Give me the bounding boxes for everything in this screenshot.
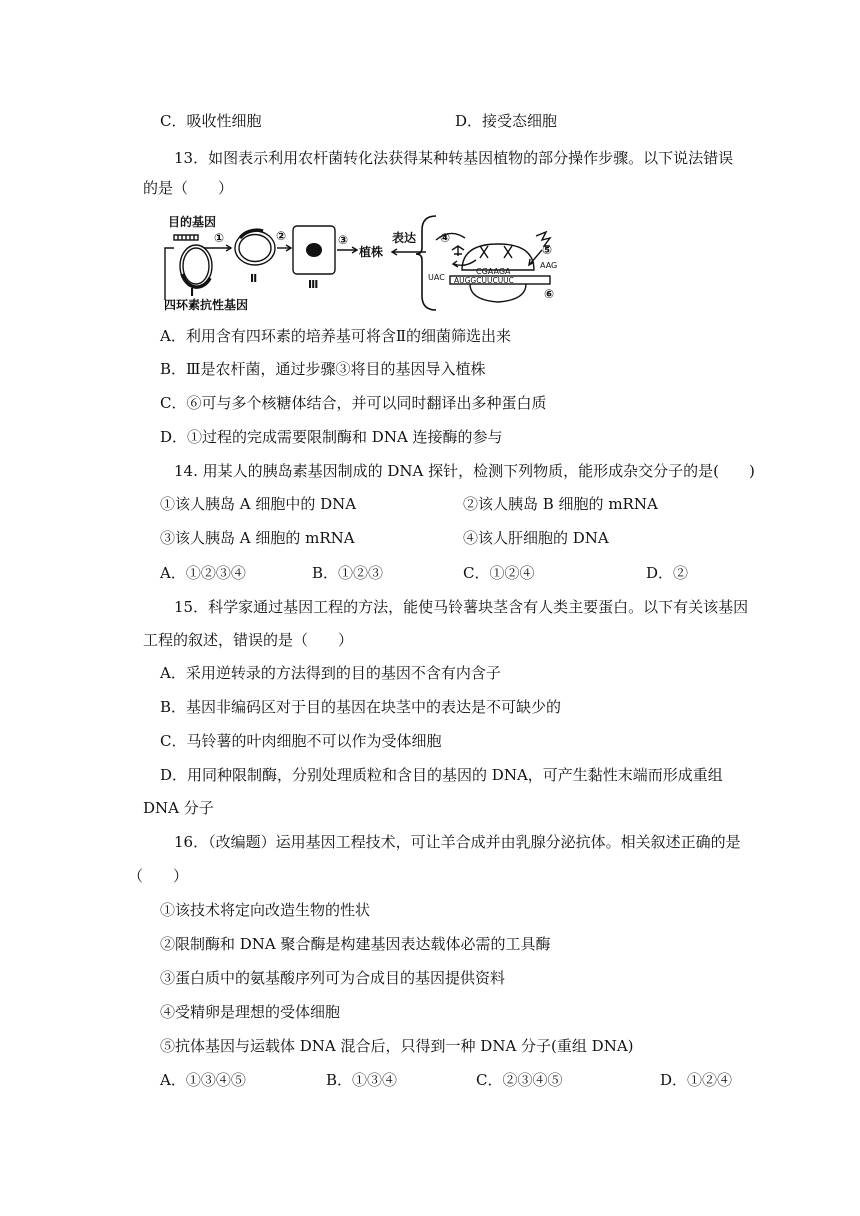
inserted-gene xyxy=(240,230,263,238)
label-plasmid-i: Ⅰ xyxy=(190,286,195,299)
q16-item2: ②限制酶和 DNA 聚合酶是构建基因表达载体必需的工具酶 xyxy=(160,935,551,953)
trna-leaving xyxy=(452,246,464,256)
label-step6: ⑥ xyxy=(544,287,555,301)
q16-item5: ⑤抗体基因与运载体 DNA 混合后，只得到一种 DNA 分子(重组 DNA) xyxy=(160,1037,634,1055)
q15-stem-line2: 工程的叙述，错误的是（ ） xyxy=(143,631,354,649)
q15-option-c: C．马铃薯的叶肉细胞不可以作为受体细胞 xyxy=(160,732,442,750)
q15-option-b: B．基因非编码区对于目的基因在块茎中的表达是不可缺少的 xyxy=(160,698,562,716)
ribosome-small xyxy=(470,284,526,302)
q16-option-a: A．①③④⑤ xyxy=(160,1071,246,1089)
label-mrna-seq: AUGGCUUCUUC xyxy=(454,276,514,285)
q15-option-d-line1: D．用同种限制酶，分别处理质粒和含目的基因的 DNA，可产生黏性末端而形成重组 xyxy=(160,766,723,784)
q16-stem-line1: 16．（改编题）运用基因工程技术，可让羊合成并由乳腺分泌抗体。相关叙述正确的是 xyxy=(174,833,741,851)
q12-option-d: D．接受态细胞 xyxy=(455,112,558,130)
q15-option-a: A．采用逆转录的方法得到的目的基因不含有内含子 xyxy=(160,664,501,682)
label-step4: ④ xyxy=(440,231,451,245)
q13-option-c: C．⑥可与多个核糖体结合，并可以同时翻译出多种蛋白质 xyxy=(160,394,547,412)
q16-item4: ④受精卵是理想的受体细胞 xyxy=(160,1003,341,1021)
label-target-gene: 目的基因 xyxy=(168,215,217,229)
q12-option-c: C．吸收性细胞 xyxy=(160,112,262,130)
q13-stem-line2: 的是（ ） xyxy=(143,179,234,197)
label-trna-seq: CGAAGA xyxy=(476,267,511,276)
q16-item3: ③蛋白质中的氨基酸序列可为合成目的基因提供资料 xyxy=(160,969,506,987)
tet-gene-segment xyxy=(182,274,210,287)
q14-item2: ②该人胰岛 B 细胞的 mRNA xyxy=(463,495,658,513)
label-anticodon-aag: AAG xyxy=(540,261,558,270)
q16-option-b: B．①③④ xyxy=(326,1071,398,1089)
label-plasmid-ii: Ⅱ xyxy=(250,272,258,285)
label-tet-gene: 四环素抗性基因 xyxy=(164,298,249,312)
label-anticodon-uac: UAC xyxy=(428,273,445,282)
q14-option-d: D．② xyxy=(646,564,689,582)
plasmid-i-inner xyxy=(183,248,209,284)
q13-option-d: D．①过程的完成需要限制酶和 DNA 连接酶的参与 xyxy=(160,428,503,446)
label-step3: ③ xyxy=(338,233,349,247)
label-step5: ⑤ xyxy=(542,243,553,257)
label-step2: ② xyxy=(276,229,287,243)
q14-item4: ④该人肝细胞的 DNA xyxy=(463,529,609,547)
label-step1: ① xyxy=(214,231,225,245)
q14-option-a: A．①②③④ xyxy=(160,564,246,582)
q13-option-a: A．利用含有四环素的培养基可将含Ⅱ的细菌筛选出来 xyxy=(160,327,512,345)
q16-stem-line2: （ ） xyxy=(128,867,189,885)
q14-item3: ③该人胰岛 A 细胞的 mRNA xyxy=(160,529,355,547)
q13-figure xyxy=(160,208,560,312)
brace xyxy=(416,216,436,310)
q16-option-d: D．①②④ xyxy=(660,1071,733,1089)
label-cell-iii: Ⅲ xyxy=(308,278,319,291)
q13-stem-line1: 13．如图表示利用农杆菌转化法获得某种转基因植物的部分操作步骤。以下说法错误 xyxy=(174,149,734,167)
nucleus xyxy=(306,243,322,257)
q15-option-d-line2: DNA 分子 xyxy=(143,799,214,817)
label-plant: 植株 xyxy=(359,245,384,259)
q13-option-b: B．Ⅲ是农杆菌，通过步骤③将目的基因导入植株 xyxy=(160,360,486,378)
q14-option-c: C．①②④ xyxy=(463,564,535,582)
q14-stem: 14. 用某人的胰岛素基因制成的 DNA 探针，检测下列物质，能形成杂交分子的是( ) xyxy=(174,462,755,480)
q14-item1: ①该人胰岛 A 细胞中的 DNA xyxy=(160,495,357,513)
q14-option-b: B．①②③ xyxy=(312,564,384,582)
q16-option-c: C．②③④⑤ xyxy=(476,1071,563,1089)
label-express: 表达 xyxy=(392,231,417,245)
q16-item1: ①该技术将定向改造生物的性状 xyxy=(160,901,371,919)
q15-stem-line1: 15．科学家通过基因工程的方法，能使马铃薯块茎含有人类主要蛋白。以下有关该基因 xyxy=(174,598,749,616)
tet-gene-pointer xyxy=(165,248,174,300)
